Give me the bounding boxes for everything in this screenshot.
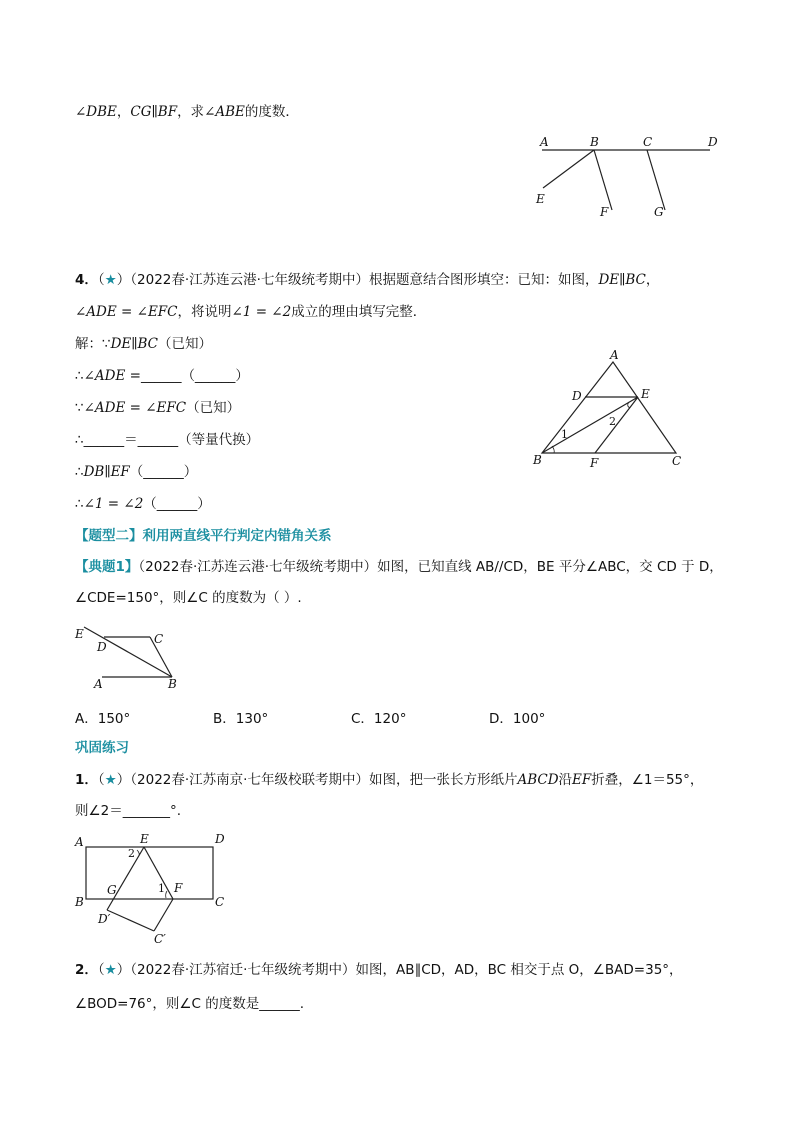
star-icon: ★ xyxy=(104,772,117,788)
label-d: D xyxy=(97,640,107,654)
practice1-line1 xyxy=(75,770,703,790)
label-d: D xyxy=(708,135,718,149)
angle1-arc xyxy=(166,891,167,898)
label-b: B xyxy=(168,677,177,691)
sol5-a: ∴ xyxy=(75,464,84,480)
p1-abcd: ABCD xyxy=(517,772,559,788)
label-c: C xyxy=(154,632,164,646)
angle1-label: 1 xyxy=(561,428,568,441)
practice-heading: 巩固练习 xyxy=(75,740,129,756)
figure-folded-rectangle xyxy=(70,830,230,945)
cg-parallel-bf: CG∥BF xyxy=(130,104,178,120)
label-e: E xyxy=(641,387,650,401)
line-bf xyxy=(594,150,612,210)
angle-abe: ∠ABE xyxy=(204,104,245,120)
option-c[interactable]: C．120° xyxy=(351,711,407,727)
label-b: B xyxy=(533,453,542,467)
sol1-a: 解：∵ xyxy=(75,336,111,352)
p1-line2: 则∠2＝_______°. xyxy=(75,803,181,819)
label-c-prime: C′ xyxy=(154,932,166,946)
practice1-line2 xyxy=(75,801,181,821)
figure-lines-abcd xyxy=(530,132,730,227)
paren-right: ） xyxy=(116,772,131,788)
p1-text-end: 折叠，∠1＝55°， xyxy=(591,772,704,788)
rectangle-abcd xyxy=(86,847,213,899)
paren-left: （ xyxy=(97,962,105,978)
solution-line2 xyxy=(75,366,249,386)
paren-left: （ xyxy=(97,272,105,288)
q4-line2-b: ，将说明 xyxy=(177,304,232,320)
sol6-a: ∴ xyxy=(75,496,84,512)
solution-line6 xyxy=(75,494,211,514)
label-c: C xyxy=(643,135,653,149)
sol6-c: （______） xyxy=(143,496,211,512)
angle-ade-efc: ∠ADE = ∠EFC xyxy=(75,304,178,320)
line-c1f xyxy=(154,899,173,931)
label-a: A xyxy=(94,677,103,691)
label-a: A xyxy=(610,348,619,362)
angle2-label: 2 xyxy=(609,415,616,428)
sol2-a: ∴ xyxy=(75,368,84,384)
p1-number: 1． xyxy=(75,772,98,788)
angle1-arc xyxy=(552,446,554,453)
solution-line1 xyxy=(75,334,212,354)
label-f: F xyxy=(590,456,599,470)
figure-triangle xyxy=(528,346,698,471)
paren-right: ） xyxy=(116,962,131,978)
p1-along: 沿 xyxy=(558,772,573,788)
p1-ef: EF xyxy=(572,772,592,788)
solution-line3 xyxy=(75,398,240,418)
label-g: G xyxy=(107,883,117,897)
de-parallel-bc: DE∥BC xyxy=(598,272,646,288)
angle-dbe: ∠DBE xyxy=(75,104,117,120)
option-d[interactable]: D．100° xyxy=(489,711,546,727)
p1-source: （2022春·江苏南京·七年级校联考期中）如图，把一张长方形纸片 xyxy=(130,772,518,788)
label-f: F xyxy=(174,881,183,895)
sol6-b: ∠1 = ∠2 xyxy=(83,496,144,512)
sol5-b: DB∥EF xyxy=(83,464,130,480)
practice2-line2 xyxy=(75,994,304,1014)
angle-1-2: ∠1 = ∠2 xyxy=(231,304,292,320)
example-tag: 【典题1】 xyxy=(75,559,139,575)
example1-text2: ∠CDE=150°，则∠C 的度数为（ ）. xyxy=(75,590,302,606)
q4-line1 xyxy=(75,270,659,290)
problem3-tail xyxy=(75,102,299,122)
label-a: A xyxy=(540,135,549,149)
section-heading: 【题型二】利用两直线平行判定内错角关系 xyxy=(75,528,332,544)
degree-text: 的度数． xyxy=(244,104,299,120)
sol3-c: （已知） xyxy=(186,400,241,416)
practice2-line1 xyxy=(75,960,683,980)
p2-text1: （2022春·江苏宿迁·七年级统考期中）如图，AB∥CD，AD，BC 相交于点 O，∠BAD=35°， xyxy=(130,962,683,978)
line-ef xyxy=(595,397,638,453)
sol1-c: （已知） xyxy=(158,336,213,352)
sol5-c: （______） xyxy=(129,464,198,480)
q4-line2-d: 成立的理由填写完整． xyxy=(291,304,427,320)
q4-number: 4． xyxy=(75,272,98,288)
example1-line1 xyxy=(75,557,723,577)
option-a[interactable]: A．150° xyxy=(75,711,131,727)
example1-text1: （2022春·江苏连云港·七年级统考期中）如图，已知直线 AB//CD，BE 平分∠ABC，交 CD 于 D， xyxy=(138,559,723,575)
sol3-a: ∵ xyxy=(75,400,84,416)
label-d: D xyxy=(215,832,225,846)
label-e: E xyxy=(536,192,545,206)
sol2-blank: ______（______） xyxy=(140,368,249,384)
star-icon: ★ xyxy=(104,962,117,978)
angle2-arc xyxy=(137,850,139,856)
p2-text2: ∠BOD=76°，则∠C 的度数是______. xyxy=(75,996,304,1012)
line-ed1 xyxy=(107,847,144,910)
solution-line4 xyxy=(75,430,259,450)
paren-right: ） xyxy=(116,272,131,288)
label-c: C xyxy=(215,895,225,909)
label-a: A xyxy=(75,835,84,849)
figure-trapezoid xyxy=(72,624,192,694)
star-icon: ★ xyxy=(104,272,117,288)
comma: ， xyxy=(645,272,660,288)
label-c: C xyxy=(672,454,682,468)
line-d1c1 xyxy=(107,910,154,931)
solution-line5 xyxy=(75,462,197,482)
label-e: E xyxy=(75,627,84,641)
paren-left: （ xyxy=(97,772,105,788)
option-b[interactable]: B．130° xyxy=(213,711,269,727)
q4-text1: 根据题意结合图形填空：已知：如图， xyxy=(368,272,599,288)
sol2-b: ∠ADE = xyxy=(83,368,141,384)
sol3-b: ∠ADE = ∠EFC xyxy=(83,400,187,416)
line-be xyxy=(542,397,638,453)
ask-text: ，求 xyxy=(177,104,205,120)
label-d: D xyxy=(572,389,582,403)
label-e: E xyxy=(140,832,149,846)
sol4: ∴______＝______（等量代换） xyxy=(75,432,260,448)
label-f: F xyxy=(600,205,609,219)
line-be xyxy=(543,150,594,188)
label-g: G xyxy=(654,205,664,219)
label-d-prime: D′ xyxy=(98,912,111,926)
q4-line2 xyxy=(75,302,426,322)
angle2-label: 2 xyxy=(128,847,135,860)
label-b: B xyxy=(590,135,599,149)
comma: ， xyxy=(116,104,131,120)
label-b: B xyxy=(75,895,84,909)
angle1-label: 1 xyxy=(158,882,165,895)
line-cg xyxy=(647,150,665,210)
example1-line2 xyxy=(75,588,302,608)
sol1-b: DE∥BC xyxy=(110,336,159,352)
p2-number: 2． xyxy=(75,962,98,978)
q4-source: （2022春·江苏连云港·七年级统考期中） xyxy=(130,272,369,288)
